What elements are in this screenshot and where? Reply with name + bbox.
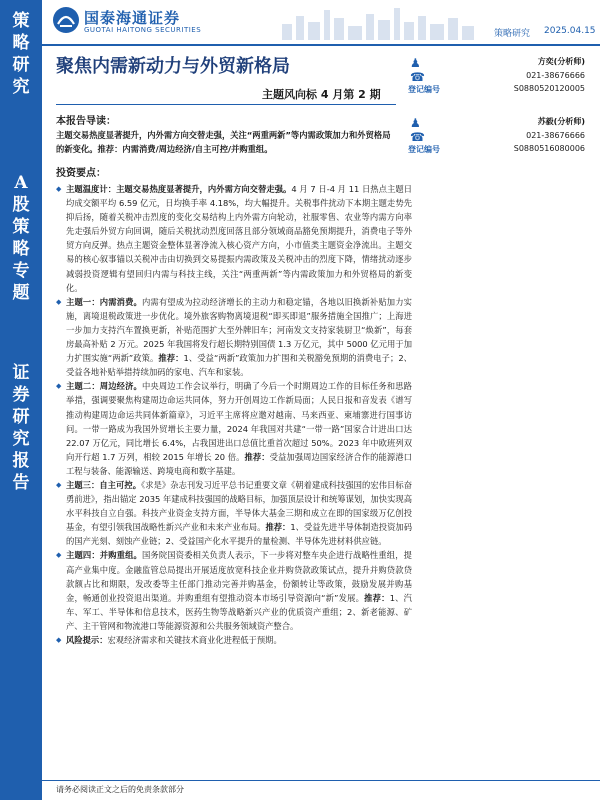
recommendation-text: 受益加强周边国家经济合作的能源港口工程与装备、能源输送、跨境电商和数字基建。 bbox=[66, 451, 412, 476]
header-divider bbox=[42, 44, 600, 46]
point-text: 4 月 7 日-4 月 11 日热点主题日均成交额平均 6.59 亿元，日均换手率 4.18%，均大幅提升。关税事件扰动下本期主题走势先抑后扬，随着关税冲击烈度的变化交易结构上内外需方向轮动，社服零售、农业等内需方向率先走强后外贸方向回调，随后关税扰动烈度回落且部分领域商品豁免预期提升，消费电子等外贸方向反弹。热点主题资金整体显著净流入核心资产方向，小市值类主题资金净流出。主题交易的核心叙事锚以关税冲击由切换到交易提振内需政策及关税冲击的烈度下降，情绪扰动逐步减弱投资逻辑有望回归内需与科技主线，关注“两重两新”等内需政策加力和外贸格局的新变化。 bbox=[66, 184, 412, 293]
investment-point bbox=[56, 379, 412, 478]
company-logo-icon bbox=[52, 6, 80, 34]
sidebar-char: 研 bbox=[12, 407, 30, 427]
sidebar-char: 题 bbox=[12, 283, 30, 303]
sidebar-char: 略 bbox=[12, 33, 30, 53]
page-header bbox=[42, 0, 600, 44]
recommendation-text: 1、汽车、军工、半导体和信息技术，医药生物等战略新兴产业的优质资产重组；2、新老能源、矿产、主干管网和物流港口等能源资源和公共服务领域资产整合。 bbox=[66, 592, 412, 631]
sidebar-label-topic bbox=[0, 172, 42, 304]
analyst-reg-code: S0880516080006 bbox=[513, 144, 585, 153]
person-icon: ♟ bbox=[410, 56, 421, 70]
point-lead: 主题三：自主可控。 bbox=[66, 479, 142, 490]
analyst-phone: 021-38676666 bbox=[526, 131, 585, 140]
sidebar-char: 专 bbox=[12, 261, 30, 281]
analyst-reg-code: S0880520120005 bbox=[513, 84, 585, 93]
sidebar-char: 究 bbox=[12, 77, 30, 97]
report-date: 2025.04.15 bbox=[544, 26, 596, 36]
analyst-reg-label: 登记编号 bbox=[408, 85, 440, 94]
investment-point bbox=[56, 478, 412, 548]
footer-divider bbox=[42, 780, 600, 781]
sidebar-label-report bbox=[0, 362, 42, 494]
recommendation-text: 1、受益“两新”政策加力扩围和关税豁免预期的消费电子；2、受益各地补贴举措持续加码的家电、汽车和家装。 bbox=[66, 353, 412, 378]
sidebar-char: 究 bbox=[12, 429, 30, 449]
analyst-phone: 021-38676666 bbox=[526, 71, 585, 80]
sidebar-char: 报 bbox=[12, 451, 30, 471]
page-subtitle: 主题风向标 4 月第 2 期 bbox=[262, 88, 381, 101]
investment-point bbox=[56, 548, 412, 633]
sidebar-char: 策 bbox=[12, 11, 30, 31]
points-heading: 投资要点： bbox=[56, 168, 106, 179]
city-skyline-graphic bbox=[272, 4, 482, 40]
point-text: 内需有望成为拉动经济增长的主动力和稳定锚，各地以旧换新补贴加力实施，离境退税政策进一步优化。境外旅客购物离境退税“即买即退”服务措施全国推广；上海进一步加力支持汽车置换更新，补贴范围扩大至外牌旧车；河南发文支持家装厨卫“焕新”，每套房最高补贴 2 万元。2025 年我国将发行超长期特别国债 1.3 万亿元，其中 5000 亿元用于加力扩围实施“两新”政策。 bbox=[66, 296, 412, 364]
sidebar-label-strategy bbox=[0, 10, 42, 98]
phone-icon: ☎ bbox=[410, 70, 425, 84]
title-divider bbox=[56, 104, 396, 105]
analyst-card bbox=[408, 116, 593, 176]
point-lead: 主题二：周边经济。 bbox=[66, 381, 142, 392]
investment-point bbox=[56, 633, 412, 647]
sidebar-char: 券 bbox=[12, 385, 30, 405]
point-text: 《求是》杂志刊发习近平总书记重要文章《朝着建成科技强国的宏伟目标奋勇前进》，指出锚定 2035 年建成科技强国的战略目标，加强顶层设计和统筹谋划，加快实现高水平科技自立自强。科技产业资金支持方面，半导体大基金三期和成立在即的国家级万亿创投基金，有望引领我国战略性新兴产业和未来产业布局。 bbox=[66, 479, 412, 533]
analyst-name: 苏毅(分析师) bbox=[537, 117, 585, 126]
sidebar-char: 策 bbox=[12, 217, 30, 237]
point-lead: 主题四：并购重组。 bbox=[66, 550, 142, 561]
point-text: 中央周边工作会议举行，明确了今后一个时期周边工作的目标任务和思路举措，强调要聚焦构建周边命运共同体，努力开创周边工作新局面；人民日报和音发表《谱写推动构建周边命运共同体新篇章》，习近平主席将应邀对越南、马来西亚、柬埔寨进行国事访问。一带一路成为我国外贸增长主要力量，2024 年我国对共建“一带一路”国家合计进出口达 22.07 万亿元，同比增长 6.4%，占我国进出口总值比重首次超过 50%。2023 年中欧班列双向开行超 1.7 万列，相较 2015 年增长 20 倍。 bbox=[66, 381, 412, 462]
point-lead: 风险提示： bbox=[66, 635, 108, 645]
report-type: 策略研究 bbox=[494, 29, 531, 39]
analyst-card bbox=[408, 56, 593, 116]
investment-points-list bbox=[56, 182, 412, 647]
sidebar-char: 告 bbox=[12, 473, 30, 493]
recommendation-label: 推荐： bbox=[364, 592, 390, 603]
company-name-en: GUOTAI HAITONG SECURITIES bbox=[84, 26, 202, 34]
phone-icon: ☎ bbox=[410, 130, 425, 144]
company-name-cn: 国泰海通证券 bbox=[84, 9, 181, 27]
sidebar-char: 略 bbox=[12, 239, 30, 259]
point-lead: 主题温度计：主题交易热度显著提升，内外需方向交替走强。 bbox=[66, 184, 292, 194]
point-text: 宏观经济需求和关键技术商业化进程低于预期。 bbox=[107, 635, 282, 645]
person-icon: ♟ bbox=[410, 116, 421, 130]
sidebar-char: 证 bbox=[12, 363, 30, 383]
page-title: 聚焦内需新动力与外贸新格局 bbox=[56, 56, 290, 77]
analyst-name: 方奕(分析师) bbox=[537, 57, 585, 66]
sidebar-char: A bbox=[14, 173, 28, 193]
point-text: 国务院国资委相关负责人表示，下一步将对整车央企进行战略性重组，提高产业集中度。金融监管总局提出开展适度放宽科技企业并购贷款政策试点，提升并购贷款贷款额占比和期限，发改委等主任部门推动完善并购基金，份额转让等政策，鼓励发展并购基金，畅通创业投资退出渠道。并购重组有望推动资本市场引导资源向“新”发展。 bbox=[66, 550, 412, 603]
sidebar-char: 股 bbox=[12, 195, 30, 215]
recommendation-label: 推荐： bbox=[158, 353, 184, 364]
intro-text: 主题交易热度显著提升，内外需方向交替走强，关注“两重两新”等内需政策加力和外贸格局的新变化。推荐：内需消费/周边经济/自主可控/并购重组。 bbox=[56, 130, 391, 154]
recommendation-text: 1、受益先进半导体制造投资加码的国产光刻、刻蚀产业链；2、受益国产化水平提升的量检测、半导体先进材料供应链。 bbox=[66, 522, 412, 547]
intro-heading: 本报告导读： bbox=[56, 116, 116, 127]
recommendation-label: 推荐： bbox=[244, 451, 270, 462]
disclaimer-note: 请务必阅读正文之后的免责条款部分 bbox=[56, 785, 184, 794]
point-lead: 主题一：内需消费。 bbox=[66, 296, 142, 307]
investment-point bbox=[56, 182, 412, 295]
sidebar-char: 研 bbox=[12, 55, 30, 75]
investment-point bbox=[56, 295, 412, 380]
left-sidebar bbox=[0, 0, 42, 800]
recommendation-label: 推荐： bbox=[265, 522, 291, 533]
analyst-reg-label: 登记编号 bbox=[408, 145, 440, 154]
